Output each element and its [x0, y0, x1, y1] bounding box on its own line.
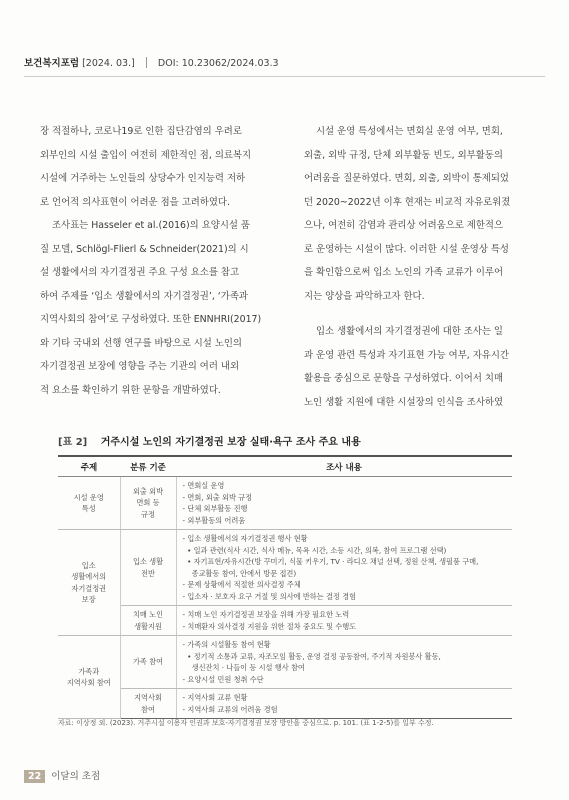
- paragraph: 조사표는 Hasseler et al.(2016)의 요양시설 품 질 모델, Schlögl-Flierl & Schneider(2021)의 시 설 생활에서의 자기결정권 주요 구성 요소를 참고 하여 주제를 ‘입소 생활에서의 자기결정권’, ‘가족과 지역사회의 참여’로 구성하였다. 또한 ENNHRI(2017) 와 기타 국내외 선행 연구를 바탕으로 시설 노인의 자기결정권 보장에 영향을 주는 기관의 여러 내외 적 요소를 확인하기 위한 문항을 개발하였다.: [40, 220, 262, 396]
- survey-table: [58, 455, 512, 719]
- page-footer: [24, 768, 100, 783]
- topic-cell: 시설 운영 특성: [58, 477, 120, 530]
- right-column: [304, 120, 529, 414]
- table-caption: [58, 433, 361, 448]
- table-number: [표 2]: [58, 437, 88, 448]
- content-cell: - 가족의 시설활동 참여 현황 • 정기적 소통과 교류, 자조모임 활동, 운영 결정 공동참여, 주기적 자원봉사 활동, 생신잔치 · 나들이 등 시설 행사 참여 - 요양시설 민원 청취 수단: [176, 636, 512, 689]
- paragraph: 장 적절하나, 코로나19로 인한 집단감염의 우려로 외부인의 시설 출입이 여전히 제한적인 점, 의료복지 시설에 거주하는 노인들의 상당수가 인지능력 저하 로 언어적 의사표현이 어려운 점을 고려하였다.: [40, 126, 252, 208]
- criteria-cell: 치매 노인 생활지원: [120, 606, 176, 636]
- journal-name: 보건복지포럼: [24, 58, 80, 69]
- table-title: 거주시설 노인의 자기결정권 보장 실태·욕구 조사 주요 내용: [100, 437, 361, 448]
- paragraph: 시설 운영 특성에서는 면회실 운영 여부, 면회, 외출, 외박 규정, 단체 외부활동 빈도, 외부활동의 어려움을 질문하였다. 면회, 외출, 외박이 통제되었 던 2020~2022년 이후 현재는 비교적 자유로워졌 으나, 여전히 감염과 관리상 어려움으로 제한적으 로 운영하는 시설이 많다. 이러한 시설 운영상 특성 을 확인함으로써 입소 노인의 가족 교류가 이루어 지는 양상을 파악하고자 한다.: [304, 126, 511, 302]
- header-criteria: 분류 기준: [120, 456, 176, 477]
- table-row: [58, 636, 512, 689]
- left-column: [40, 120, 265, 402]
- content-cell: - 입소 생활에서의 자기결정권 행사 현황 • 일과 관련(식사 시간, 식사 메뉴, 목욕 시간, 소등 시간, 의복, 참여 프로그램 선택) • 자기표현/자유시간(방 꾸미기, 식물 키우기, TV · 라디오 채널 선택, 정원 산책, 생필품 구매, 종교활동 참여, 안에서 방문 접견) - 문제 상황에서 적절한 의사결정 주체 - 입소자 · 보호자 요구 거절 및 의사에 반하는 결정 경험: [176, 530, 512, 606]
- table-source-note: 자료: 이상정 외. (2023). 거주시설 이용자 인권과 보호-자기결정권 보장 방안을 중심으로. p. 101. (표 1-2-5)를 일부 수정.: [58, 719, 434, 727]
- topic-cell: 가족과 지역사회 참여: [58, 636, 120, 719]
- table-row: [58, 689, 512, 719]
- header-content: 조사 내용: [176, 456, 512, 477]
- section-name: 이달의 초점: [51, 771, 101, 782]
- running-header: [24, 55, 279, 69]
- content-cell: - 면회실 운영 - 면회, 외출 외박 규정 - 단체 외부활동 진행 - 외부활동의 어려움: [176, 477, 512, 530]
- header-rule: [24, 76, 545, 77]
- header-divider: [146, 57, 147, 68]
- content-cell: - 치매 노인 자기결정권 보장을 위해 가장 필요한 노력 - 치매환자 의사결정 지원을 위한 절차 중요도 및 수행도: [176, 606, 512, 636]
- criteria-cell: 지역사회 참여: [120, 689, 176, 719]
- content-cell: - 지역사회 교류 현황 - 지역사회 교류의 어려움 경험: [176, 689, 512, 719]
- issue-label: [2024. 03.]: [82, 58, 135, 69]
- paragraph: 입소 생활에서의 자기결정권에 대한 조사는 일 과 운영 관련 특성과 자기표현 가능 여부, 자유시간 활용을 중심으로 문항을 구성하였다. 이어서 치매 노인 생활 지원에 대한 시설장의 인식을 조사하였: [304, 326, 509, 408]
- header-topic: 주제: [58, 456, 120, 477]
- criteria-cell: 가족 참여: [120, 636, 176, 689]
- table-row: [58, 606, 512, 636]
- criteria-cell: 입소 생활 전반: [120, 530, 176, 606]
- topic-cell: 입소 생활에서의 자기결정권 보장: [58, 530, 120, 636]
- page-number: 22: [24, 770, 45, 783]
- table-row: [58, 477, 512, 530]
- table-row: [58, 530, 512, 606]
- table-header-row: [58, 456, 512, 477]
- criteria-cell: 외출 외박 면회 등 규정: [120, 477, 176, 530]
- doi-label: DOI: 10.23062/2024.03.3: [157, 58, 279, 69]
